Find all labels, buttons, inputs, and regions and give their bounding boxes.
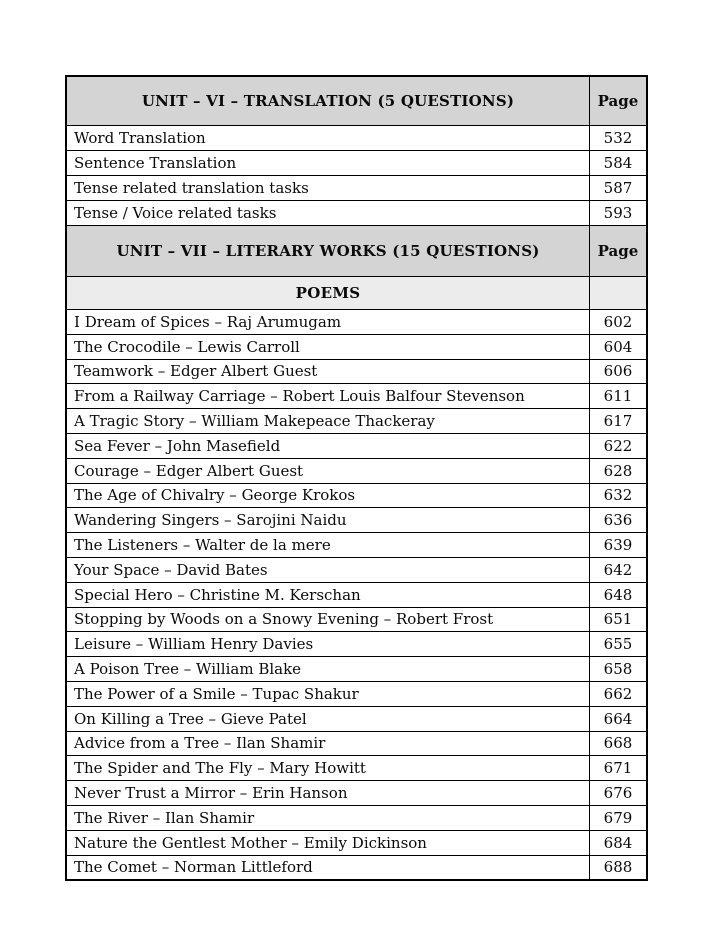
table-row [67,731,646,756]
entry-page: 671 [603,759,633,778]
entry-page: 648 [603,585,633,604]
entry-title: Stopping by Woods on a Snowy Evening – Robert Frost [67,608,590,632]
table-row [67,805,646,830]
entry-title: The Comet – Norman Littleford [67,856,590,880]
entry-page: 651 [603,610,633,629]
entry-page: 602 [603,312,633,331]
table-row [67,200,646,225]
section-title: UNIT – VI – TRANSLATION (5 QUESTIONS) [67,77,590,125]
entry-page: 593 [603,204,633,222]
entry-title: On Killing a Tree – Gieve Patel [67,707,590,731]
table-row [67,334,646,359]
section-title: UNIT – VII – LITERARY WORKS (15 QUESTIONS) [67,226,590,276]
table-row [67,408,646,433]
entry-page: 642 [603,560,633,579]
entry-page: 617 [603,412,633,431]
entry-title: The Age of Chivalry – George Krokos [67,484,590,508]
table-row [67,755,646,780]
entry-title: A Poison Tree – William Blake [67,657,590,681]
entry-page: 587 [603,179,633,197]
entry-title: A Tragic Story – William Makepeace Thackeray [67,409,590,433]
table-row [67,607,646,632]
table-row [67,359,646,384]
entry-page: 532 [603,129,633,147]
entry-title: Tense related translation tasks [67,176,590,200]
entry-title: The Listeners – Walter de la mere [67,533,590,557]
entry-page: 584 [603,154,633,172]
entry-title: Your Space – David Bates [67,558,590,582]
entry-title: Nature the Gentlest Mother – Emily Dickinson [67,831,590,855]
table-row [67,433,646,458]
entry-title: Courage – Edger Albert Guest [67,459,590,483]
entry-title: I Dream of Spices – Raj Arumugam [67,310,590,334]
entry-title: Leisure – William Henry Davies [67,632,590,656]
table-row [67,458,646,483]
entry-page: 658 [603,660,633,679]
table-row [67,681,646,706]
entry-title: Sea Fever – John Masefield [67,434,590,458]
table-row [67,582,646,607]
page-column-header: Page [597,92,639,110]
entry-page: 639 [603,536,633,555]
entry-page: 655 [603,635,633,654]
entry-page: 606 [603,362,633,381]
entry-page: 611 [603,387,633,406]
entry-title: Teamwork – Edger Albert Guest [67,360,590,384]
subheader-page-cell [590,277,646,309]
entry-page: 628 [603,461,633,480]
table-row [67,855,646,880]
entry-title: Never Trust a Mirror – Erin Hanson [67,781,590,805]
table-row [67,150,646,175]
entry-title: The River – Ilan Shamir [67,806,590,830]
table-row [67,830,646,855]
entry-title: Word Translation [67,126,590,150]
entry-title: Tense / Voice related tasks [67,201,590,225]
entry-page: 684 [603,833,633,852]
entry-page: 632 [603,486,633,505]
table-row [67,780,646,805]
table-row [67,483,646,508]
toc-table [65,75,648,881]
table-row [67,557,646,582]
table-row [67,383,646,408]
table-row [67,125,646,150]
table-row [67,631,646,656]
section-header-row [67,225,646,276]
entry-title: The Power of a Smile – Tupac Shakur [67,682,590,706]
table-row [67,175,646,200]
entry-page: 676 [603,784,633,803]
entry-page: 679 [603,808,633,827]
entry-title: Advice from a Tree – Ilan Shamir [67,732,590,756]
entry-page: 668 [603,734,633,753]
entry-page: 604 [603,337,633,356]
table-row [67,706,646,731]
subheader-row [67,276,646,309]
page-column-header: Page [597,242,639,260]
entry-title: From a Railway Carriage – Robert Louis Balfour Stevenson [67,384,590,408]
section-header-row [67,77,646,125]
entry-title: The Crocodile – Lewis Carroll [67,335,590,359]
entry-title: Special Hero – Christine M. Kerschan [67,583,590,607]
table-row [67,309,646,334]
entry-page: 688 [603,858,633,877]
entry-title: Sentence Translation [67,151,590,175]
entry-title: The Spider and The Fly – Mary Howitt [67,756,590,780]
subheader-title: POEMS [67,277,590,309]
entry-page: 664 [603,709,633,728]
table-row [67,656,646,681]
entry-title: Wandering Singers – Sarojini Naidu [67,508,590,532]
table-row [67,532,646,557]
entry-page: 622 [603,436,633,455]
entry-page: 662 [603,684,633,703]
table-row [67,507,646,532]
entry-page: 636 [603,511,633,530]
